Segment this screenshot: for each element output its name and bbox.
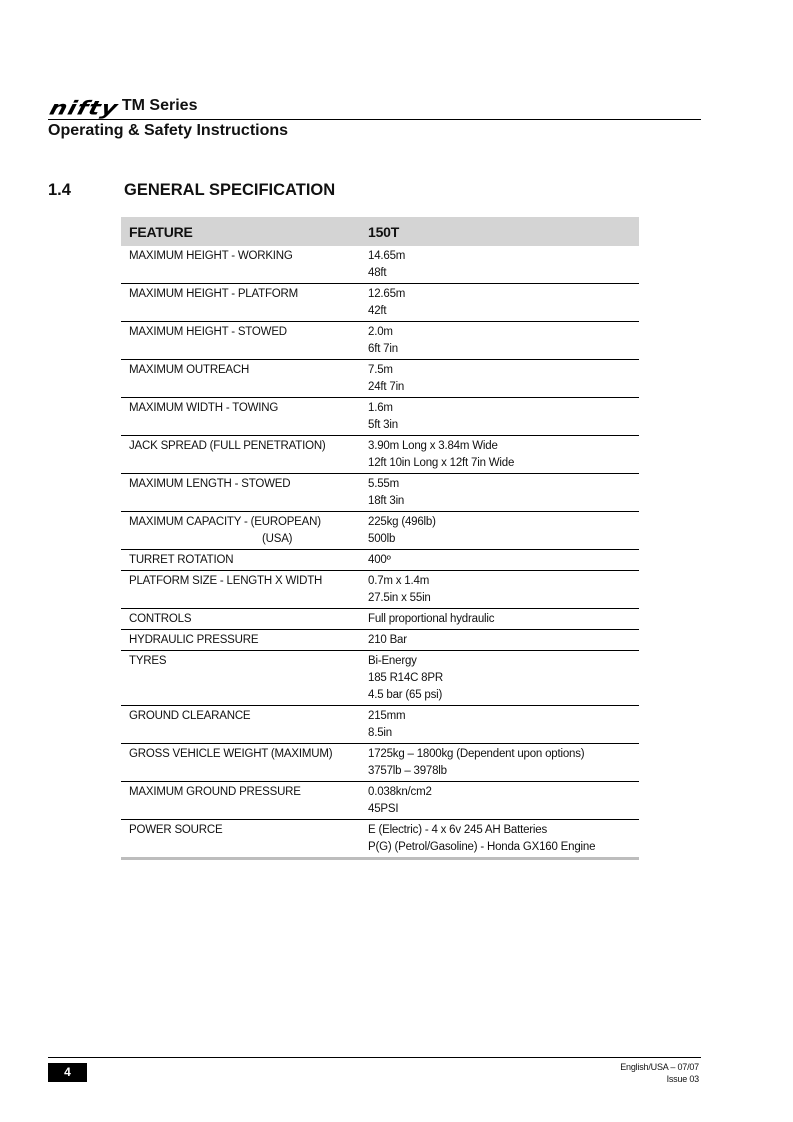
feature-cell: [121, 630, 360, 651]
feature-text: MAXIMUM WIDTH - TOWING: [129, 402, 279, 414]
feature-text: MAXIMUM LENGTH - STOWED: [129, 478, 291, 490]
table-row: [121, 820, 639, 859]
value-text: 210 Bar: [368, 634, 407, 646]
value-text: 48ft: [368, 267, 387, 279]
value-cell: [360, 360, 639, 398]
value-text: P(G) (Petrol/Gasoline) - Honda GX160 Engine: [368, 841, 596, 853]
feature-cell: [121, 360, 360, 398]
value-text: Full proportional hydraulic: [368, 613, 495, 625]
table-row: [121, 474, 639, 512]
value-text: 14.65m: [368, 250, 406, 262]
value-cell: [360, 609, 639, 630]
feature-text: (USA): [262, 533, 293, 545]
feature-text: CONTROLS: [129, 613, 192, 625]
value-cell: [360, 782, 639, 820]
value-text: 2.0m: [368, 326, 393, 338]
value-text: 3.90m Long x 3.84m Wide: [368, 440, 498, 452]
feature-text: POWER SOURCE: [129, 824, 223, 836]
value-text: E (Electric) - 4 x 6v 245 AH Batteries: [368, 824, 548, 836]
feature-cell: [121, 322, 360, 360]
value-text: 500lb: [368, 533, 396, 545]
value-cell: [360, 512, 639, 550]
value-text: 5ft 3in: [368, 419, 398, 431]
table-row: [121, 609, 639, 630]
specification-rows: [121, 246, 639, 859]
feature-text: MAXIMUM OUTREACH: [129, 364, 250, 376]
feature-cell: [121, 782, 360, 820]
feature-cell: [121, 474, 360, 512]
nifty-logo: nifty: [47, 96, 121, 120]
table-row: [121, 284, 639, 322]
table-row: [121, 706, 639, 744]
feature-cell: [121, 246, 360, 284]
value-text: 3757lb – 3978lb: [368, 765, 447, 777]
table-row: [121, 744, 639, 782]
specification-table: [121, 217, 639, 860]
feature-text: MAXIMUM GROUND PRESSURE: [129, 786, 301, 798]
table-row: [121, 398, 639, 436]
feature-cell: [121, 706, 360, 744]
document-title: Operating & Safety Instructions: [48, 122, 289, 139]
table-row: [121, 246, 639, 284]
footer-info: [620, 1061, 699, 1085]
section-number: 1.4: [48, 181, 71, 199]
feature-text: MAXIMUM HEIGHT - STOWED: [129, 326, 287, 338]
value-text: 215mm: [368, 710, 406, 722]
feature-cell: [121, 512, 360, 550]
value-text: 1.6m: [368, 402, 393, 414]
value-text: 7.5m: [368, 364, 393, 376]
value-cell: [360, 474, 639, 512]
feature-cell: [121, 436, 360, 474]
value-text: 24ft 7in: [368, 381, 405, 393]
value-text: 400º: [368, 554, 391, 566]
value-text: 0.7m x 1.4m: [368, 575, 430, 587]
value-cell: [360, 322, 639, 360]
feature-text: MAXIMUM HEIGHT - PLATFORM: [129, 288, 298, 300]
value-text: 12.65m: [368, 288, 406, 300]
table-row: [121, 630, 639, 651]
feature-cell: [121, 284, 360, 322]
feature-cell: [121, 820, 360, 859]
section-title: GENERAL SPECIFICATION: [124, 181, 336, 199]
value-cell: [360, 571, 639, 609]
table-row: [121, 436, 639, 474]
value-cell: [360, 744, 639, 782]
value-cell: [360, 630, 639, 651]
table-row: [121, 571, 639, 609]
table-row: [121, 512, 639, 550]
value-cell: [360, 436, 639, 474]
issue-number: Issue 03: [666, 1074, 699, 1084]
table-row: [121, 782, 639, 820]
feature-text: TURRET ROTATION: [129, 554, 234, 566]
value-text: 5.55m: [368, 478, 399, 490]
value-cell: [360, 550, 639, 571]
value-text: 1725kg – 1800kg (Dependent upon options): [368, 748, 585, 760]
value-text: 6ft 7in: [368, 343, 398, 355]
value-text: Bi-Energy: [368, 655, 417, 667]
value-cell: [360, 706, 639, 744]
value-text: 18ft 3in: [368, 495, 405, 507]
value-cell: [360, 284, 639, 322]
feature-cell: [121, 398, 360, 436]
feature-text: GROUND CLEARANCE: [129, 710, 251, 722]
footer-rule: [48, 1057, 701, 1058]
feature-cell: [121, 550, 360, 571]
value-text: 225kg (496lb): [368, 516, 436, 528]
brand-row: [47, 92, 701, 120]
feature-cell: [121, 609, 360, 630]
feature-text: PLATFORM SIZE - LENGTH X WIDTH: [129, 575, 323, 587]
feature-cell: [121, 571, 360, 609]
value-text: 8.5in: [368, 727, 392, 739]
value-text: 45PSI: [368, 803, 399, 815]
feature-text: JACK SPREAD (FULL PENETRATION): [129, 440, 326, 452]
series-name: TM Series: [121, 97, 198, 114]
value-text: 0.038kn/cm2: [368, 786, 432, 798]
section-heading: [48, 181, 335, 200]
feature-text: MAXIMUM CAPACITY - (EUROPEAN): [129, 516, 321, 528]
feature-text: TYRES: [129, 655, 167, 667]
value-text: 27.5in x 55in: [368, 592, 431, 604]
feature-cell: [121, 651, 360, 706]
table-row: [121, 360, 639, 398]
feature-text: HYDRAULIC PRESSURE: [129, 634, 259, 646]
value-cell: [360, 398, 639, 436]
value-text: 4.5 bar (65 psi): [368, 689, 443, 701]
table-row: [121, 651, 639, 706]
header-rule: [48, 119, 701, 120]
feature-cell: [121, 744, 360, 782]
value-text: 12ft 10in Long x 12ft 7in Wide: [368, 457, 515, 469]
value-cell: [360, 820, 639, 859]
feature-text: MAXIMUM HEIGHT - WORKING: [129, 250, 293, 262]
value-cell: [360, 246, 639, 284]
value-cell: [360, 651, 639, 706]
page-header: [48, 92, 701, 140]
feature-text: GROSS VEHICLE WEIGHT (MAXIMUM): [129, 748, 333, 760]
language-date: English/USA – 07/07: [620, 1062, 699, 1072]
value-text: 42ft: [368, 305, 387, 317]
table-header-row: [121, 217, 639, 246]
page-number: 4: [48, 1063, 87, 1082]
value-text: 185 R14C 8PR: [368, 672, 443, 684]
model-column-header: 150T: [360, 217, 639, 246]
table-row: [121, 550, 639, 571]
table-row: [121, 322, 639, 360]
feature-column-header: FEATURE: [121, 217, 360, 246]
